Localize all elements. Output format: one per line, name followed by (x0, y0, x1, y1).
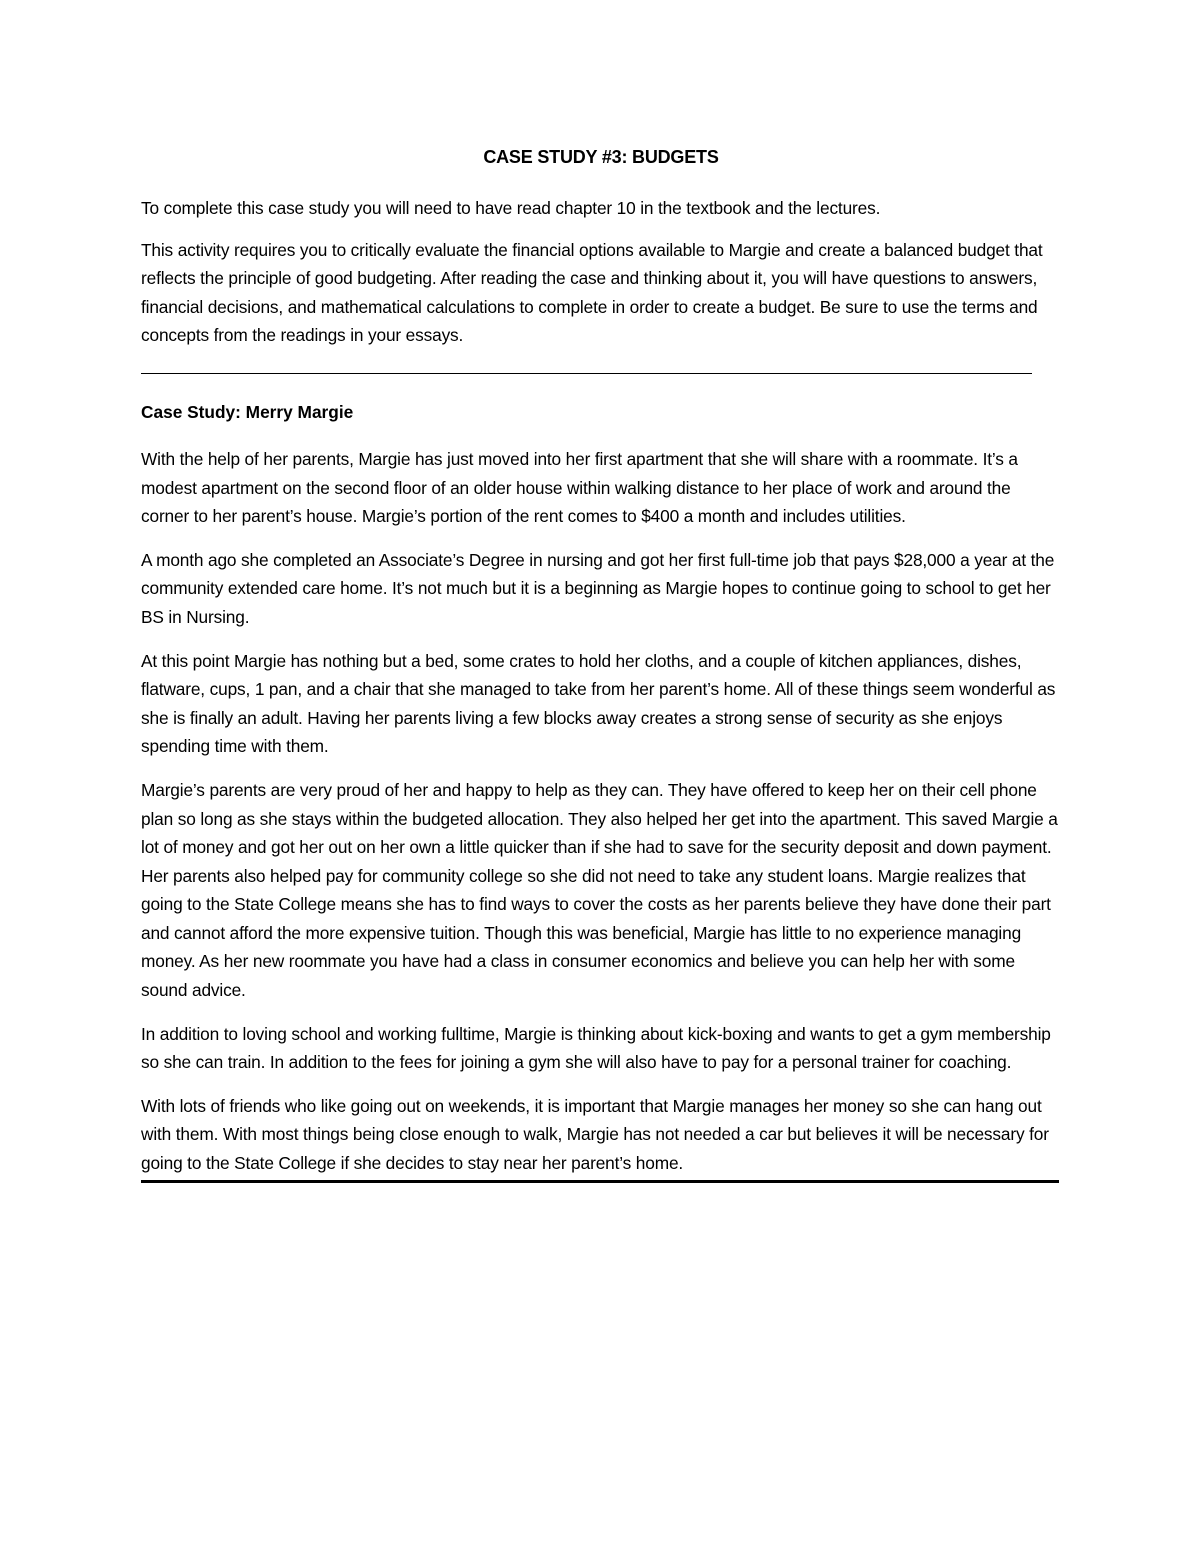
document-title: CASE STUDY #3: BUDGETS (483, 147, 719, 167)
case-paragraph: A month ago she completed an Associate’s Degree in nursing and got her first full-time job that pays $28,000 a year at the community extended care home. It’s not much but it is a beginning as Margie hopes to continue going to school to get her BS in Nursing. (141, 549, 1055, 627)
document-content (141, 146, 1061, 1183)
end-divider (141, 1180, 1059, 1183)
case-paragraph: At this point Margie has nothing but a bed, some crates to hold her cloths, and a couple of kitchen appliances, dishes, flatware, cups, 1 pan, and a chair that she managed to take from her parent’s home. All of these things seem wonderful as she is finally an adult. Having her parents living a few blocks away creates a strong sense of security as she enjoys spending time with them. (141, 650, 1056, 757)
case-paragraph: With the help of her parents, Margie has just moved into her first apartment that she will share with a roommate. It’s a modest apartment on the second floor of an older house within walking distance to her place of work and around the corner to her parent’s house. Margie’s portion of the rent comes to $400 a month and includes utilities. (141, 448, 1018, 527)
case-study-heading: Case Study: Merry Margie (141, 401, 354, 422)
intro-paragraph: This activity requires you to critically evaluate the financial options available to Margie and create a balanced budget that reflects the principle of good budgeting. After reading the case and thinking about it, you will have questions to answers, financial decisions, and mathematical calculations to complete in order to create a budget. Be sure to use the terms and concepts from the readings in your essays. (141, 239, 1043, 346)
case-paragraph: Margie’s parents are very proud of her and happy to help as they can. They have offered to keep her on their cell phone plan so long as she stays within the budgeted allocation. They also helped her get into the apartment. This saved Margie a lot of money and got her out on her own a little quicker than if she had to save for the security deposit and down payment. Her parents also helped pay for community college so she did not need to take any student loans. Margie realizes that going to the State College means she has to find ways to cover the costs as her parents believe they have done their part and cannot afford the more expensive tuition. Though this was beneficial, Margie has little to no experience managing money. As her new roommate you have had a class in consumer economics and believe you can help her with some sound advice. (141, 779, 1058, 1001)
section-divider (141, 373, 1032, 374)
case-paragraph: With lots of friends who like going out on weekends, it is important that Margie manages her money so she can hang out with them. With most things being close enough to walk, Margie has not needed a car but believes it will be necessary for going to the State College if she decides to stay near her parent’s home. (141, 1095, 1049, 1174)
intro-paragraph: To complete this case study you will need to have read chapter 10 in the textbook and the lectures. (141, 198, 881, 218)
case-paragraph: In addition to loving school and working fulltime, Margie is thinking about kick-boxing and wants to get a gym membership so she can train. In addition to the fees for joining a gym she will also have to pay for a personal trainer for coaching. (141, 1023, 1051, 1073)
